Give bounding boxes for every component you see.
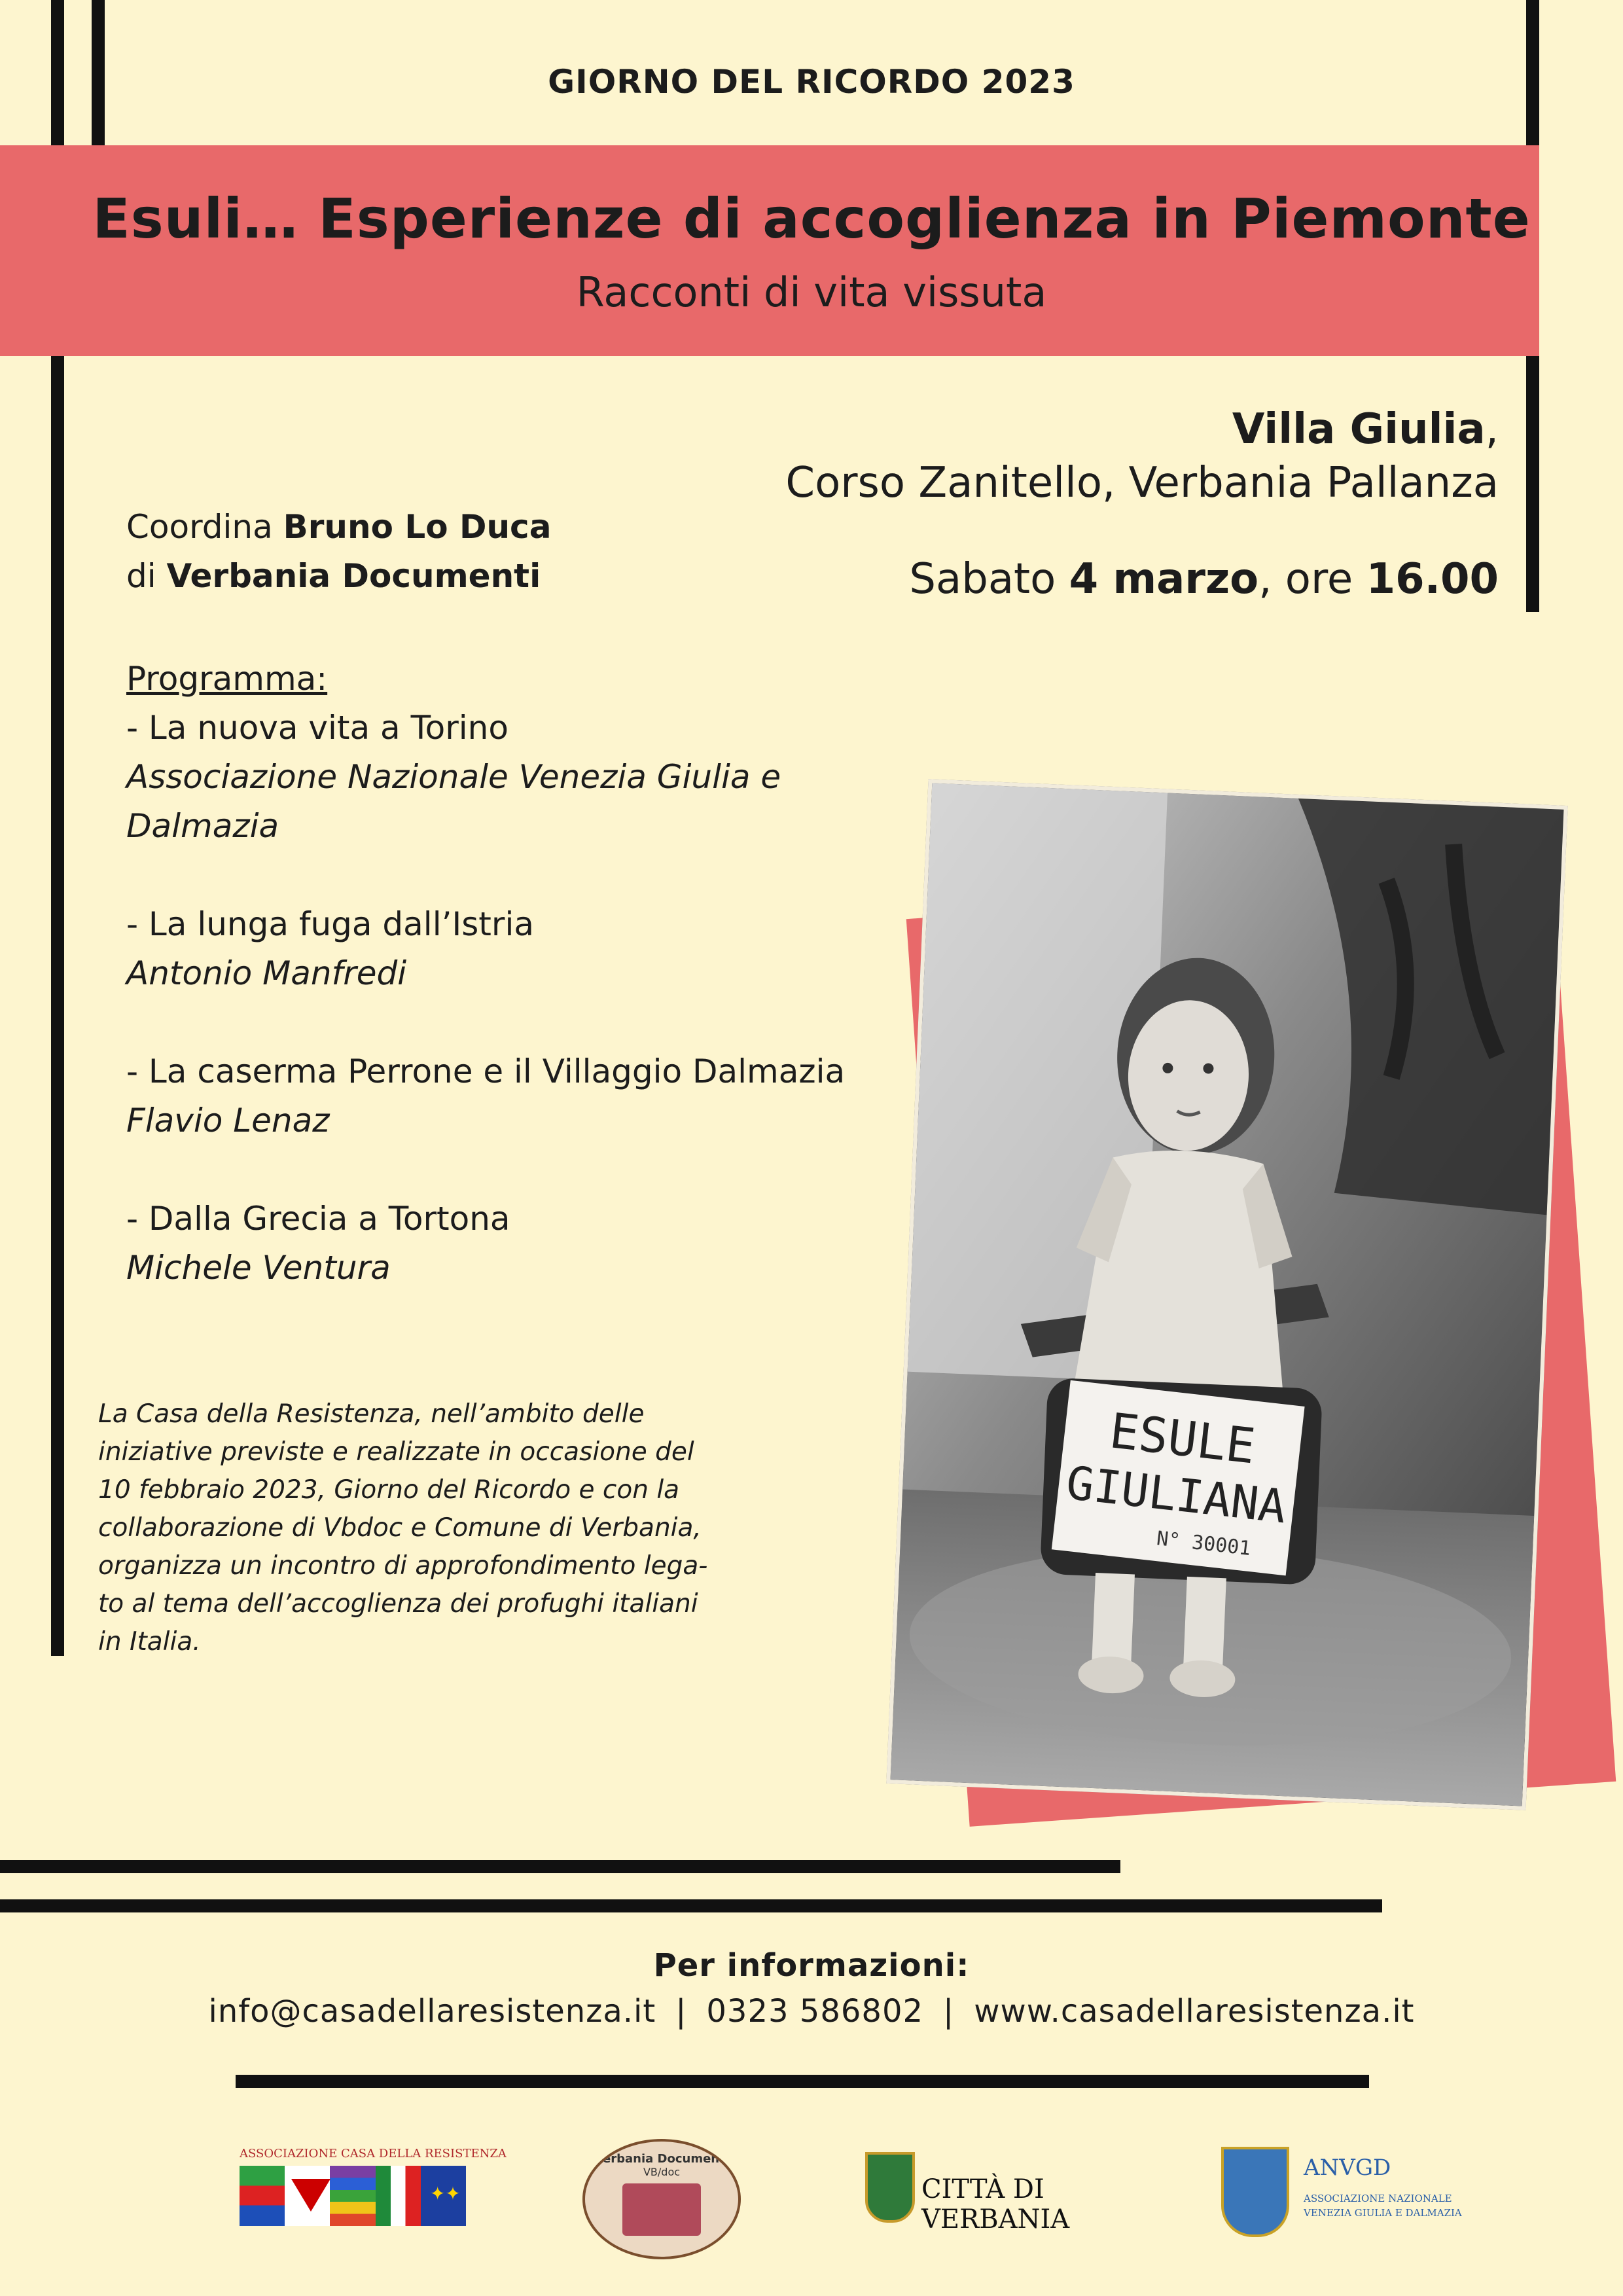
program-item-speaker: Dalmazia xyxy=(126,807,279,845)
book-icon xyxy=(622,2183,701,2236)
description-line: to al tema dell’accoglienza dei profughi italiani xyxy=(98,1589,698,1619)
description-line: organizza un incontro di approfondimento lega- xyxy=(98,1551,708,1581)
anvgd-line-1: ASSOCIAZIONE NAZIONALE xyxy=(1304,2193,1452,2204)
title-band xyxy=(0,145,1539,356)
photo-illustration xyxy=(891,783,1564,1806)
event-date xyxy=(909,555,1499,603)
description-line: iniziative previste e realizzate in occasione del xyxy=(98,1437,694,1467)
description-line: collaborazione di Vbdoc e Comune di Verbania, xyxy=(98,1513,702,1543)
contact-phone[interactable]: 0323 586802 xyxy=(706,1993,924,2030)
bottom-rule-2 xyxy=(0,1899,1382,1912)
anvgd-logo-text: ANVGD xyxy=(1304,2155,1391,2181)
program-item-title: - La lunga fuga dall’Istria xyxy=(126,905,534,943)
sign-line-2: GIULIANA xyxy=(1063,1456,1289,1534)
contact-separator: | xyxy=(675,1993,687,2030)
page-title: Esuli… Esperienze di accoglienza in Piemonte xyxy=(92,187,1531,251)
program-list xyxy=(126,655,845,1293)
anvgd-crest-icon xyxy=(1221,2147,1289,2237)
logo-anvgd xyxy=(1221,2140,1496,2245)
sign-line-1: ESULE xyxy=(1107,1403,1258,1475)
venue-address: Corso Zanitello, Verbania Pallanza xyxy=(785,459,1499,507)
date-day: 4 marzo xyxy=(1069,555,1259,603)
coordinator-org: Verbania Documenti xyxy=(166,557,541,595)
date-prefix: Sabato xyxy=(909,555,1069,603)
program-item-speaker: Flavio Lenaz xyxy=(126,1102,330,1139)
eu-stars-icon: ✦✦ xyxy=(429,2183,461,2204)
vbdoc-short: VB/doc xyxy=(643,2166,681,2178)
program-item-speaker: Antonio Manfredi xyxy=(126,954,407,992)
program-item-title: - La caserma Perrone e il Villaggio Dalmazia xyxy=(126,1052,846,1090)
bottom-rule-1 xyxy=(0,1860,1120,1873)
coordinator-block xyxy=(126,503,551,601)
contact-line xyxy=(0,1993,1623,2030)
event-kicker: GIORNO DEL RICORDO 2023 xyxy=(548,63,1075,101)
venue-block xyxy=(785,403,1499,510)
venue-name: Villa Giulia xyxy=(1232,405,1486,454)
date-time: 16.00 xyxy=(1366,555,1499,603)
anvgd-line-2: VENEZIA GIULIA E DALMAZIA xyxy=(1304,2207,1462,2219)
program-item-speaker: Associazione Nazionale Venezia Giulia e xyxy=(126,758,781,796)
description-line: 10 febbraio 2023, Giorno del Ricordo e con la xyxy=(98,1475,680,1505)
program-item-speaker: Michele Ventura xyxy=(126,1249,391,1287)
description-line: La Casa della Resistenza, nell’ambito delle xyxy=(98,1399,645,1429)
sign-number: N° 30001 xyxy=(1155,1527,1252,1561)
contact-heading: Per informazioni: xyxy=(653,1947,970,1984)
logo-citta-di-verbania xyxy=(865,2152,1153,2234)
verbania-crest-icon xyxy=(865,2152,915,2223)
casa-logo-text: ASSOCIAZIONE CASA DELLA RESISTENZA xyxy=(240,2147,507,2161)
coordinator-prefix: Coordina xyxy=(126,508,283,546)
program-item-title: - Dalla Grecia a Tortona xyxy=(126,1200,510,1238)
description-line: in Italia. xyxy=(98,1627,201,1657)
bottom-rule-3 xyxy=(236,2075,1369,2088)
venue-name-suffix: , xyxy=(1485,405,1499,454)
vbdoc-name: Verbania Documenti xyxy=(594,2152,729,2166)
coordinator-name: Bruno Lo Duca xyxy=(283,508,552,546)
archive-photo xyxy=(886,779,1567,1810)
coordinator-org-prefix: di xyxy=(126,557,167,595)
program-heading: Programma: xyxy=(126,660,328,698)
contact-separator: | xyxy=(943,1993,955,2030)
logo-casa-della-resistenza xyxy=(240,2147,507,2232)
citta-logo-text: CITTÀ DI VERBANIA xyxy=(921,2174,1070,2234)
date-mid: , ore xyxy=(1258,555,1366,603)
page-subtitle: Racconti di vita vissuta xyxy=(576,268,1047,316)
contact-email[interactable]: info@casadellaresistenza.it xyxy=(208,1993,656,2030)
contact-website[interactable]: www.casadellaresistenza.it xyxy=(974,1993,1415,2030)
logo-verbania-documenti xyxy=(582,2139,741,2259)
event-description xyxy=(98,1395,753,1661)
program-item-title: - La nuova vita a Torino xyxy=(126,709,508,747)
